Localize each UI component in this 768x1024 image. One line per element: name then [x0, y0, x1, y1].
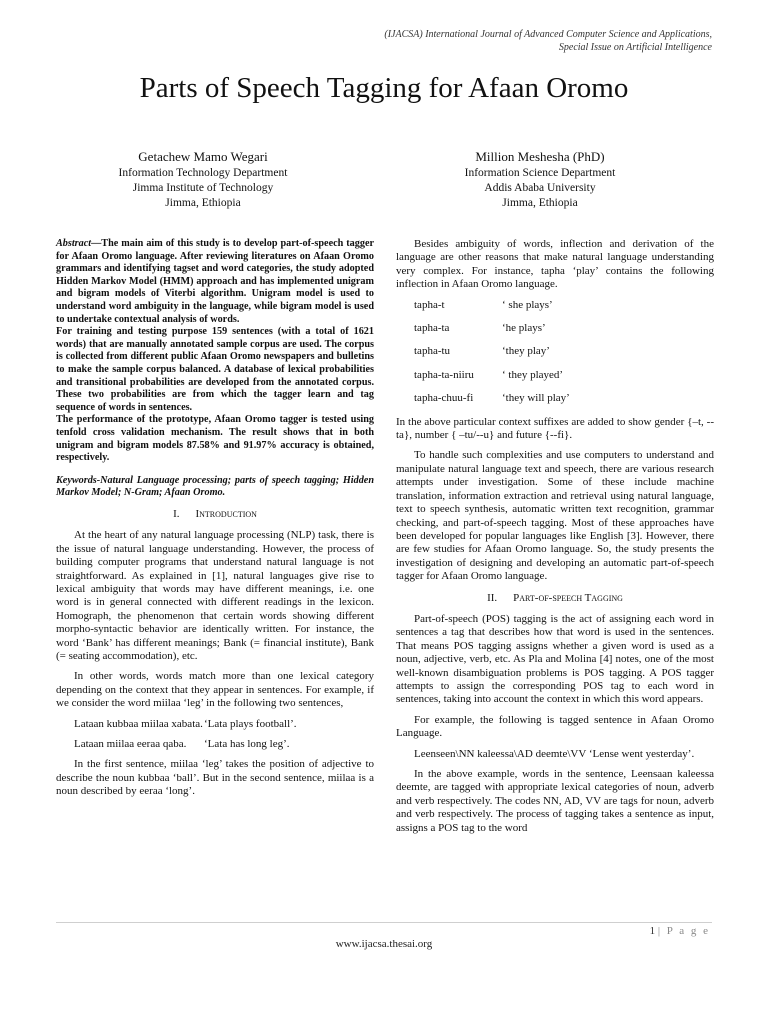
journal-url: www.ijacsa.thesai.org: [335, 938, 433, 950]
body-paragraph-2: In the above particular context suffixes are added to show gender {–t, --ta}, number { –tu/--u} and future {--fi}.: [396, 415, 714, 442]
author-name: Getachew Mamo Wegari: [138, 149, 268, 164]
inflection-gloss: ‘they play’: [502, 345, 550, 358]
tagged-example: Leenseen\NN kaleessa\AD deemte\VV ‘Lense went yesterday’.: [414, 747, 695, 760]
page-number: [650, 925, 710, 937]
body-paragraph-1: Besides ambiguity of words, inflection and derivation of the language are other reasons that make natural language understanding very complex. For instance, tapha ‘play’ contains the following inflection in Afaan Oromo language.: [396, 238, 714, 291]
journal-issue: Special Issue on Artificial Intelligence: [558, 42, 712, 53]
section-title: Part-of-speech Tagging: [513, 591, 623, 604]
author-block-2: [395, 148, 685, 211]
pos-paragraph-3: In the above example, words in the sentence, Leensaan kaleessa deemte, are tagged with appropriate lexical categories of noun, adverb and verb respectively. The codes NN, AD, VV are tags for noun, adverb and verb respectively. The process of tagging takes a sentence as input, assigns a POS tag to the word: [396, 768, 714, 834]
journal-name: (IJACSA) International Journal of Advanced Computer Science and Applications,: [384, 29, 712, 40]
author-location: Jimma, Ethiopia: [502, 197, 578, 209]
inflection-row: [414, 345, 714, 358]
section-title: Introduction: [195, 507, 257, 520]
inflection-form: tapha-t: [414, 298, 445, 311]
page-number-value: 1: [649, 925, 656, 937]
section-heading-introduction: [56, 508, 374, 521]
author-name: Million Meshesha (PhD): [475, 149, 605, 164]
example-source: Lataan kubbaa miilaa xabata.: [74, 717, 203, 730]
section-heading-pos-tagging: [396, 592, 714, 605]
inflection-gloss: ‘ she plays’: [502, 298, 553, 311]
journal-header: [192, 28, 712, 54]
intro-paragraph-3: In the first sentence, miilaa ‘leg’ takes the position of adjective to describe the noun kubbaa ‘ball’. But in the second sentence, miilaa is a noun described by eeraa ‘long’.: [56, 758, 374, 798]
inflection-form: tapha-ta-niiru: [414, 368, 474, 381]
inflection-gloss: ‘ they played’: [502, 368, 564, 381]
intro-paragraph-1: At the heart of any natural language processing (NLP) task, there is the issue of natural language understanding. However, the process of building computer programs that understand natural language is not straightforward. As explained in [1], natural languages give rise to lexical ambiguity that words may have different meanings, i.e. one word is in general connected with different readings in the lexicon. Homograph, the phenomenon that certain words showing different morpho-syntactic behavior are identically written. For instance, the word ‘Bank’ has different meanings; Bank (= financial institute), Bank (= seating accommodation), etc.: [56, 529, 374, 662]
example-gloss: ‘Lata plays football’.: [204, 717, 297, 730]
inflection-gloss: ‘they will play’: [502, 392, 570, 405]
inflection-row: [414, 322, 714, 335]
paper-title: Parts of Speech Tagging for Afaan Oromo: [139, 72, 629, 104]
inflection-row: [414, 369, 714, 382]
abstract-text: —The main aim of this study is to develop part-of-speech tagger for Afaan Oromo language. After reviewing literatures on Afaan Oromo grammars and identifying tagset and word categories, the study adopted Hidden Markov Model (HMM) approach and has implemented unigram and bigram models of Viterbi algorithm. Unigram model is used to understand word ambiguity in the language, while bigram model is used to undertake contextual analysis of words.: [56, 238, 374, 325]
example-source: Lataan miilaa eeraa qaba.: [74, 737, 187, 750]
pos-paragraph-1: Part-of-speech (POS) tagging is the act of assigning each word in sentences a tag that describes how that word is used in the sentences. That means POS tagging assigns whether a given word is used as a noun, adjective, verb, etc. As Pla and Molina [4] notes, one of the most well-known disambiguation problems is POS tagging. A POS tagger attempts to assign the corresponding POS tag to each word in sentences, taking into account the context in which this word appears.: [396, 612, 714, 706]
inflection-row: [414, 299, 714, 312]
page-label: | P a g e: [657, 925, 710, 937]
example-sentence: [74, 718, 374, 731]
author-block-1: [58, 148, 348, 211]
body-paragraph-3: To handle such complexities and use computers to understand and manipulate natural language text and speech, there are various research attempts under investigation. Some of these include machine translation, information extraction and retrieval using natural language, text to speech synthesis, automatic written text recognition, grammar checking, and part-of-speech tagging. Most of these approaches have been developed for popular languages like English [3]. However, there are few studies for Afaan Oromo language. So, the study presents the investigation of designing and developing an automatic part-of-speech tagger for Afaan Oromo language.: [396, 449, 714, 583]
right-column: [396, 238, 714, 842]
inflection-form: tapha-ta: [414, 322, 450, 335]
section-number: I.: [173, 507, 180, 520]
author-department: Information Science Department: [464, 167, 616, 179]
abstract-paragraph-3: The performance of the prototype, Afaan Oromo tagger is tested using tenfold cross validation mechanism. The result shows that in both unigram and bigram models 87.58% and 91.97% accuracy is obtained, respectively.: [56, 414, 374, 464]
inflection-row: [414, 392, 714, 405]
author-location: Jimma, Ethiopia: [165, 197, 241, 209]
example-gloss: ‘Lata has long leg’.: [204, 737, 290, 750]
abstract-paragraph-1: [56, 238, 374, 326]
footer-divider: [56, 922, 712, 923]
left-column: [56, 238, 374, 806]
section-number: II.: [487, 591, 498, 604]
inflection-form: tapha-chuu-fi: [414, 392, 474, 405]
inflection-form: tapha-tu: [414, 345, 451, 358]
keywords: Keywords-Natural Language processing; parts of speech tagging; Hidden Markov Model; N-Gram; Afaan Oromo.: [56, 474, 374, 499]
pos-paragraph-2: For example, the following is tagged sentence in Afaan Oromo Language.: [396, 713, 714, 740]
example-sentence: [74, 738, 374, 751]
author-institution: Addis Ababa University: [484, 182, 596, 194]
inflection-gloss: ‘he plays’: [502, 322, 546, 335]
abstract-lead: Abstract: [56, 238, 92, 249]
intro-paragraph-2: In other words, words match more than one lexical category depending on the context that they appear in sentences. For example, if we consider the word miilaa ‘leg’ in the following two sentences,: [56, 670, 374, 710]
author-institution: Jimma Institute of Technology: [132, 182, 274, 194]
author-department: Information Technology Department: [118, 167, 288, 179]
abstract-paragraph-2: For training and testing purpose 159 sentences (with a total of 1621 words) that are manually annotated sample corpus are used. The corpus is collected from different public Afaan Oromo newspapers and bulletins to make the sample corpus balanced. A database of lexical probabilities and transitional probabilities are developed from the annotated corpus. These two probabilities are from which the tagger learn and tag sequence of words in sentences.: [56, 326, 374, 413]
